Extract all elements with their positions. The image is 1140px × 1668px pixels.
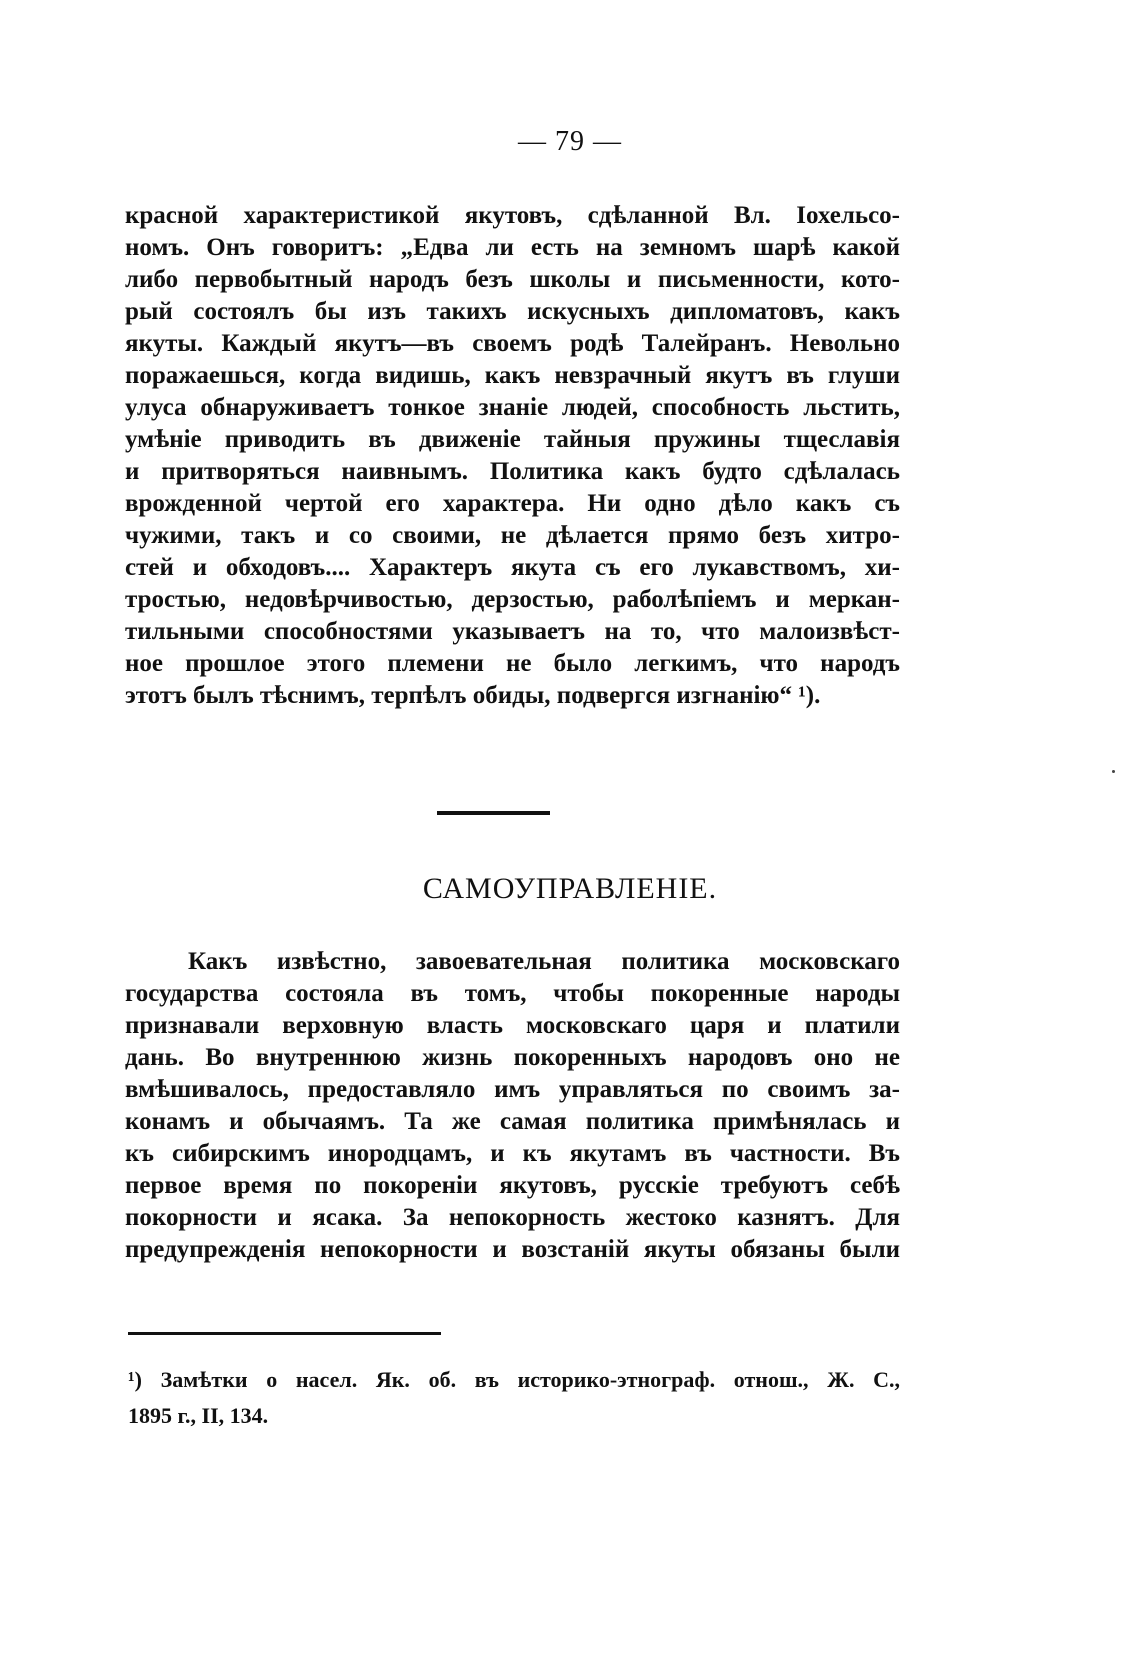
text-line: предупрежденія непокорности и возстаній якуты обязаны были [125,1236,900,1263]
text-line: рый состоялъ бы изъ такихъ искусныхъ дипломатовъ, какъ [125,298,900,325]
footnote-line: 1895 г., II, 134. [128,1403,269,1428]
scan-speck [1112,770,1115,773]
paragraph-body [125,946,900,1266]
text-line: Какъ извѣстно, завоевательная политика московскаго [188,948,900,975]
text-line: улуса обнаруживаетъ тонкое знаніе людей, способность льстить, [125,394,900,421]
text-line: покорности и ясака. За непокорность жестоко казнятъ. Для [125,1204,900,1231]
footnote-divider [128,1332,441,1335]
section-heading: САМОУПРАВЛЕНІЕ. [422,872,718,905]
paragraph-quote [125,200,900,712]
text-line: вмѣшивалось, предоставляло имъ управляться по своимъ за- [125,1076,900,1103]
text-line: якуты. Каждый якутъ—въ своемъ родѣ Талейранъ. Невольно [125,330,900,357]
text-line: первое время по покореніи якутовъ, русскіе требуютъ себѣ [125,1172,900,1199]
text-line: къ сибирскимъ инородцамъ, и къ якутамъ въ частности. Въ [125,1140,900,1167]
footnote-line: ¹) Замѣтки о насел. Як. об. въ историко-этнограф. отнош., Ж. С., [128,1367,900,1392]
text-line: и притворяться наивнымъ. Политика какъ будто сдѣлалась [125,458,900,485]
text-line: поражаешься, когда видишь, какъ невзрачный якутъ въ глуши [125,362,900,389]
text-line: государства состояла въ томъ, чтобы покоренные народы [125,980,900,1007]
text-line: красной характеристикой якутовъ, сдѣланной Вл. Іохельсо- [125,202,900,229]
text-line: ное прошлое этого племени не было легкимъ, что народъ [125,650,900,677]
page-number: — 79 — [518,126,622,157]
text-line: признавали верховную власть московскаго царя и платили [125,1012,900,1039]
section-divider [437,811,550,815]
text-line: конамъ и обычаямъ. Та же самая политика примѣнялась и [125,1108,900,1135]
text-line: умѣніе приводить въ движеніе тайныя пружины тщеславія [125,426,900,453]
text-line: либо первобытный народъ безъ школы и письменности, кото- [125,266,900,293]
text-line: чужими, такъ и со своими, не дѣлается прямо безъ хитро- [125,522,900,549]
text-line: дань. Во внутреннюю жизнь покоренныхъ народовъ оно не [125,1044,900,1071]
footnotes [128,1362,900,1434]
text-line: номъ. Онъ говоритъ: „Едва ли есть на земномъ шарѣ какой [125,234,900,261]
text-line: стей и обходовъ.... Характеръ якута съ его лукавствомъ, хи- [125,554,900,581]
text-line: тильными способностями указываетъ на то, что малоизвѣст- [125,618,900,645]
text-line: тростью, недовѣрчивостью, дерзостью, раболѣпіемъ и меркан- [125,586,900,613]
text-line: этотъ былъ тѣснимъ, терпѣлъ обиды, подвергся изгнанію“ ¹). [125,682,821,709]
text-line: врожденной чертой его характера. Ни одно дѣло какъ съ [125,490,900,517]
